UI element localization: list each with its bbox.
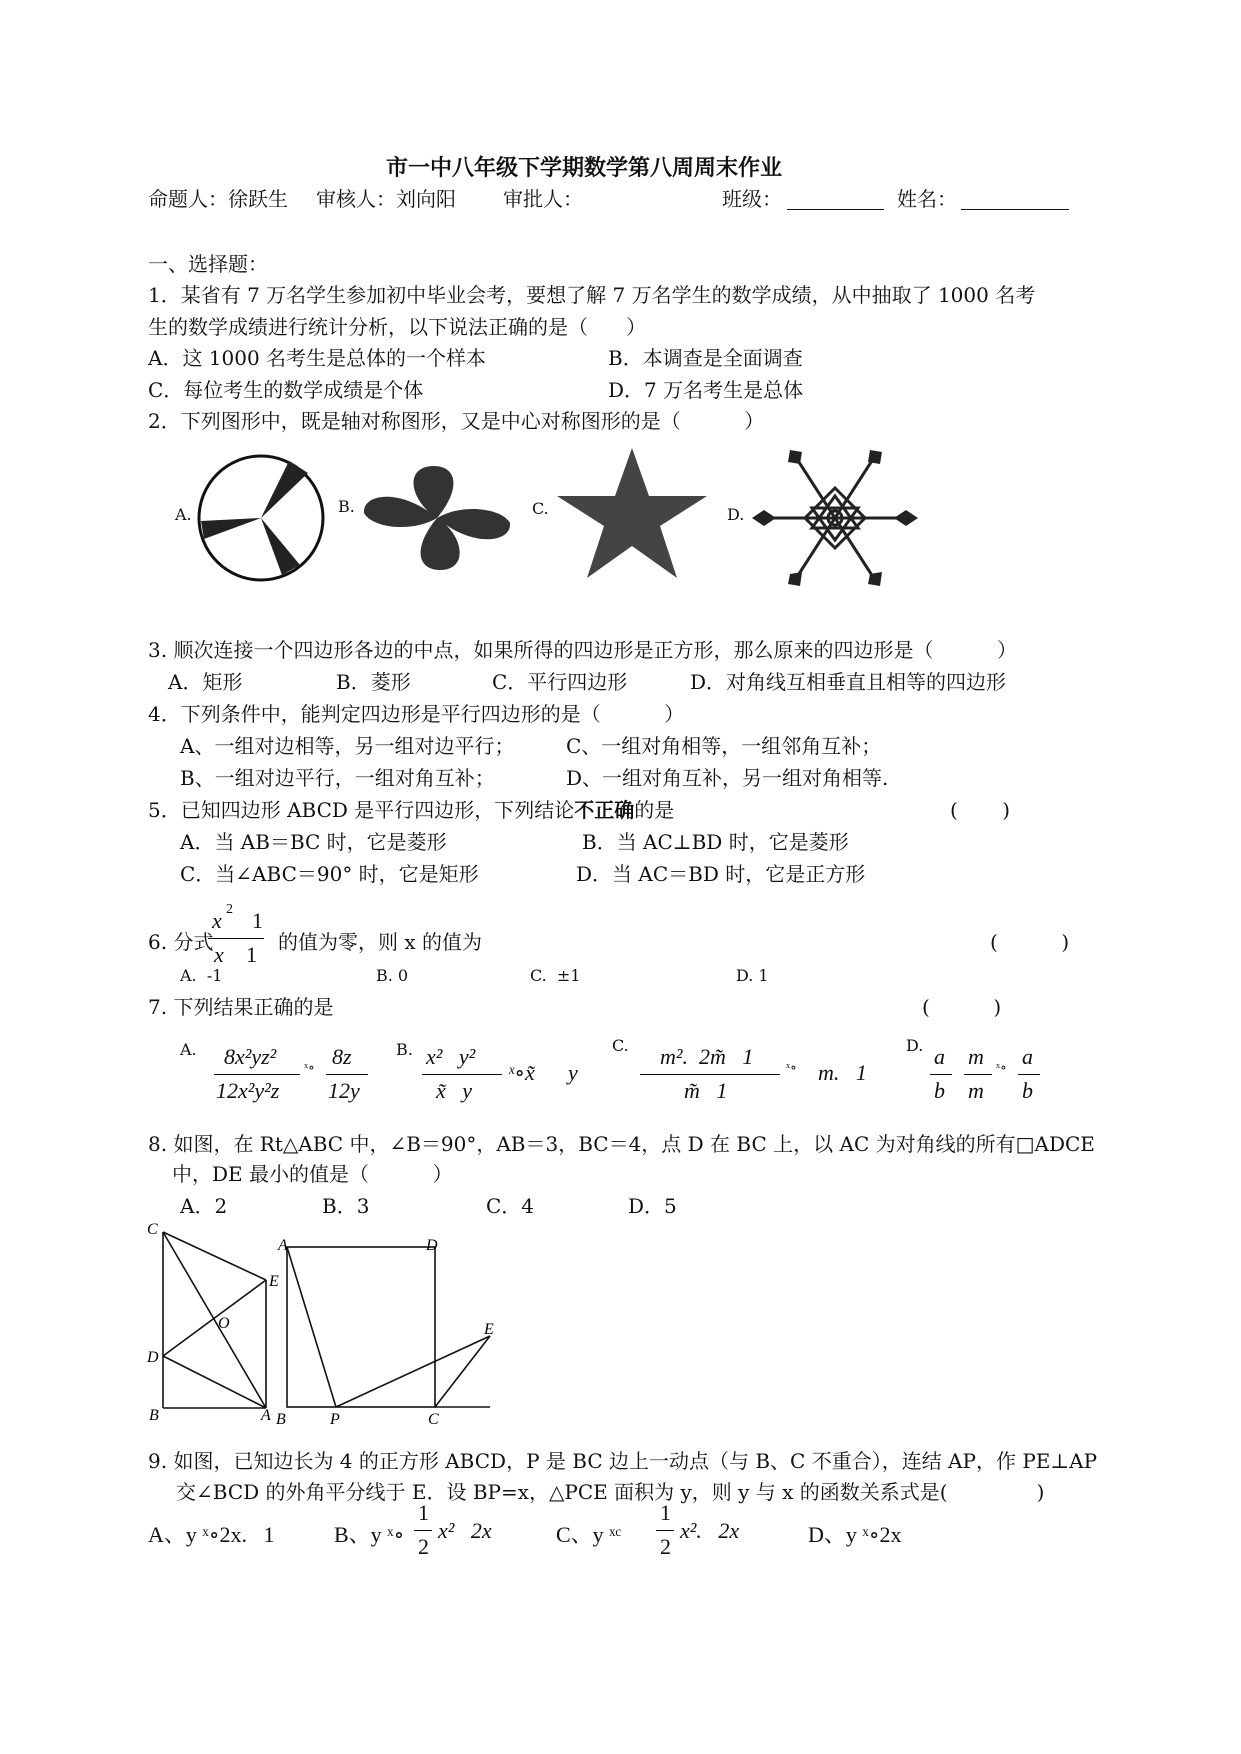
q7-option-c-expr: m². 2m̃ 1 m̃ 1 ˣ∘ m. 1	[640, 1044, 880, 1114]
q9-stem-line1: 9. 如图，已知边长为 4 的正方形 ABCD，P 是 BC 边上一动点（与 B、C 不重合），连结 AP，作 PE⊥AP	[148, 1449, 1098, 1473]
q8-label-c: C	[147, 1221, 158, 1238]
q4-option-d: D、一组对角互补，另一组对角相等.	[566, 766, 889, 790]
q5-option-d: D．当 AC＝BD 时，它是正方形	[576, 862, 866, 886]
q9-option-a: A、y ˣ∘2x. 1	[148, 1522, 275, 1547]
q5-stem: 5．已知四边形 ABCD 是平行四边形，下列结论不正确的是	[148, 798, 675, 822]
q7-paren: ( )	[922, 995, 1002, 1019]
q5-option-c: C．当∠ABC＝90° 时，它是矩形	[180, 862, 479, 886]
q1-stem-line2: 生的数学成绩进行统计分析，以下说法正确的是（ ）	[148, 315, 647, 339]
q9-option-c-fraction: 1 2	[656, 1500, 678, 1564]
q3-stem: 3. 顺次连接一个四边形各边的中点，如果所得的四边形是正方形，那么原来的四边形是（ ）	[148, 638, 1018, 662]
q8-label-a: A	[261, 1407, 271, 1424]
q9-option-b-fraction: 1 2	[414, 1500, 436, 1564]
q9-option-d: D、y ˣ∘2x	[808, 1522, 902, 1547]
q6-option-b: B. 0	[376, 966, 409, 985]
q3-option-a: A．矩形	[168, 670, 243, 694]
q9-figure	[278, 1238, 498, 1438]
q9-option-c-rest: x². 2x	[680, 1518, 740, 1543]
q7-option-a-label: A.	[180, 1040, 197, 1059]
q6-option-a: A. -1	[180, 966, 223, 985]
q5-option-a: A．当 AB＝BC 时，它是菱形	[180, 830, 447, 854]
q6-option-d: D. 1	[736, 966, 769, 985]
q3-option-b: B．菱形	[336, 670, 411, 694]
q8-option-b: B．3	[322, 1194, 370, 1218]
q7-option-b-expr: x² y² x̃ y ˣ∘x̃ y	[422, 1044, 592, 1114]
q9-stem-line2: 交∠BCD 的外角平分线于 E．设 BP=x，△PCE 面积为 y，则 y 与 x 的函数关系式是( )	[176, 1480, 1045, 1504]
q8-stem-line1: 8. 如图，在 Rt△ABC 中，∠B＝90°，AB＝3，BC＝4，点 D 在 BC 上，以 AC 为对角线的所有□ADCE	[148, 1132, 1095, 1156]
approver-label: 审批人：	[503, 187, 583, 211]
q7-option-d-expr: a b m m ˣ∘ a b	[930, 1044, 1050, 1114]
q9-label-c: C	[428, 1411, 439, 1428]
q2-figure-a	[196, 453, 326, 583]
q1-stem-line1: 1．某省有 7 万名学生参加初中毕业会考，要想了解 7 万名学生的数学成绩，从中抽取了 1000 名考	[148, 283, 1036, 307]
q7-option-d-label: D.	[906, 1036, 924, 1055]
q8-option-d: D．5	[628, 1194, 677, 1218]
q8-option-c: C．4	[486, 1194, 535, 1218]
q4-option-a: A、一组对边相等，另一组对边平行；	[180, 734, 515, 758]
q2-figure-a-label: A.	[175, 505, 192, 524]
q8-label-o: O	[218, 1315, 230, 1332]
q4-option-c: C、一组对角相等，一组邻角互补；	[566, 734, 882, 758]
name-label: 姓名：	[897, 187, 957, 211]
q1-option-d: D．7 万名考生是总体	[608, 378, 804, 402]
q6-suffix: 的值为零，则 x 的值为	[278, 930, 482, 954]
q2-figure-d-label: D.	[727, 505, 745, 524]
q9-option-c-prefix: C、y ˣᶜ	[556, 1522, 622, 1547]
q9-label-d: D	[426, 1237, 438, 1254]
q2-figure-b-label: B.	[338, 497, 355, 516]
q8-label-d: D	[147, 1349, 159, 1366]
q8-stem-line2: 中，DE 最小的值是（ ）	[172, 1162, 453, 1186]
q8-figure	[145, 1221, 279, 1424]
q9-option-b-prefix: B、y ˣ∘	[334, 1522, 405, 1547]
q8-option-a: A．2	[180, 1194, 228, 1218]
reviewer-label: 审核人：刘向阳	[316, 187, 456, 211]
q6-fraction: x 2 1 x 1	[208, 904, 268, 974]
q9-option-b-rest: x² 2x	[438, 1518, 492, 1543]
q7-stem: 7. 下列结果正确的是	[148, 995, 334, 1019]
section-heading: 一、选择题：	[148, 252, 268, 276]
q8-label-b: B	[149, 1407, 159, 1424]
q4-stem: 4．下列条件中，能判定四边形是平行四边形的是（ ）	[148, 702, 685, 726]
q6-option-c: C. ±1	[530, 966, 581, 985]
q7-option-c-label: C.	[612, 1036, 629, 1055]
page-title: 市一中八年级下学期数学第八周周末作业	[386, 155, 783, 181]
q6-paren: ( )	[990, 930, 1070, 954]
q8-label-e: E	[269, 1273, 279, 1290]
q3-option-d: D．对角线互相垂直且相等的四边形	[690, 670, 1007, 694]
q9-label-b: B	[276, 1411, 286, 1428]
q7-option-a-expr: 8x²yz² 12x²y²z ˣ∘ 8z 12y	[214, 1044, 374, 1114]
class-blank-line	[787, 209, 884, 210]
q5-paren: ( )	[950, 798, 1011, 822]
q2-figure-c	[557, 448, 707, 578]
q5-emphasis: 不正确	[574, 798, 635, 822]
class-label: 班级：	[722, 187, 782, 211]
q2-figure-c-label: C.	[532, 499, 549, 518]
q2-stem: 2．下列图形中，既是轴对称图形，又是中心对称图形的是（ ）	[148, 409, 765, 433]
name-blank-line	[961, 209, 1069, 210]
q7-option-b-label: B.	[396, 1040, 413, 1059]
q1-option-a: A．这 1000 名考生是总体的一个样本	[148, 346, 487, 370]
q2-figure-d	[750, 448, 920, 588]
q9-label-e: E	[484, 1321, 494, 1338]
q6-prefix: 6. 分式	[148, 930, 214, 954]
q1-option-c: C．每位考生的数学成绩是个体	[148, 378, 424, 402]
author-label: 命题人：徐跃生	[148, 187, 288, 211]
q5-option-b: B．当 AC⊥BD 时，它是菱形	[582, 830, 849, 854]
q9-label-p: P	[330, 1411, 340, 1428]
q4-option-b: B、一组对边平行，一组对角互补；	[180, 766, 495, 790]
q9-label-a: A	[278, 1237, 288, 1254]
q1-option-b: B．本调查是全面调查	[608, 346, 803, 370]
q2-figure-b	[362, 463, 512, 573]
q3-option-c: C．平行四边形	[492, 670, 628, 694]
